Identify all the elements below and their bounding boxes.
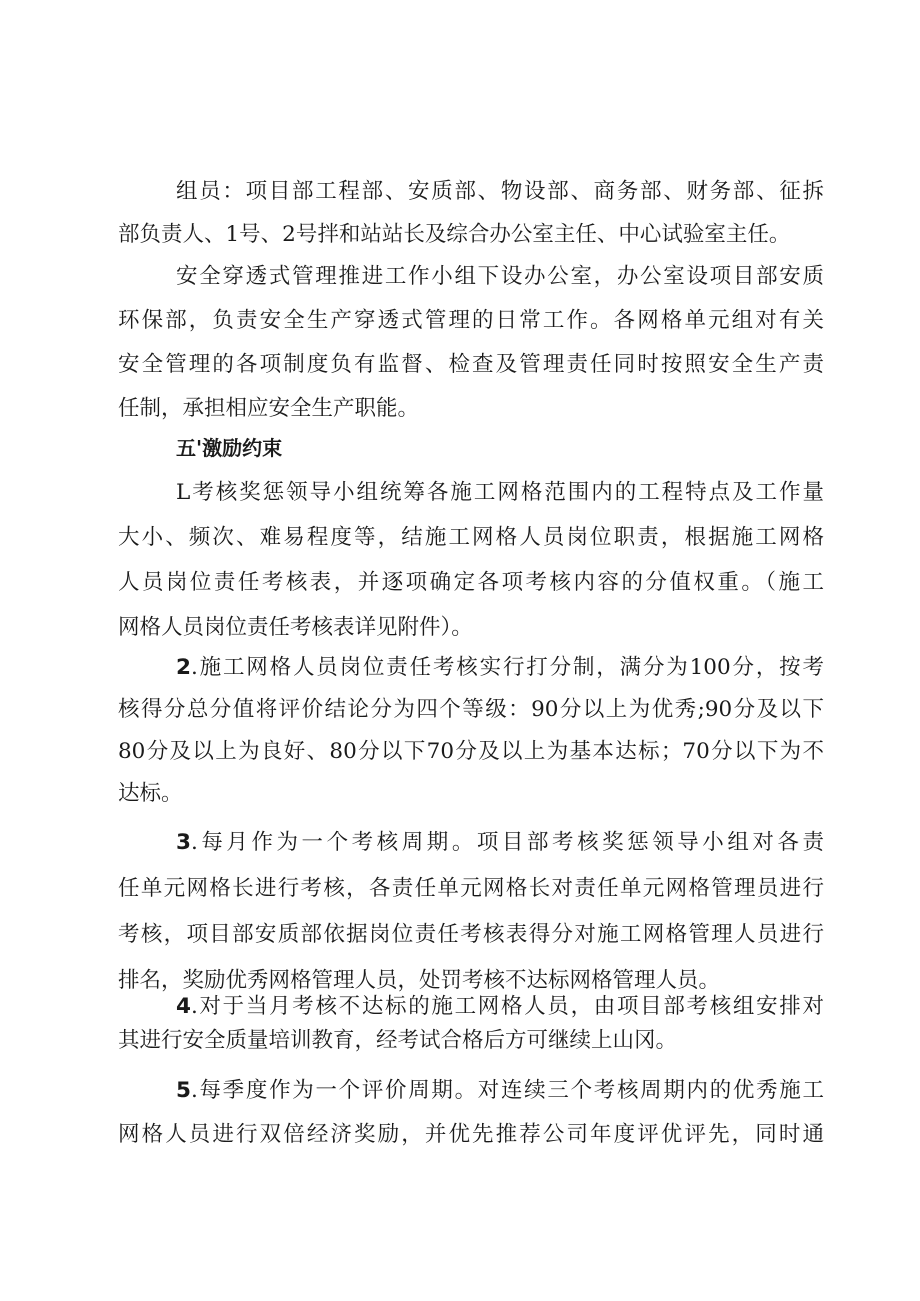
members-paragraph xyxy=(118,170,824,256)
office-paragraph xyxy=(118,255,824,431)
paragraph-line: L考核奖惩领导小组统筹各施工网格范围内的工程特点及工作量 xyxy=(176,480,824,505)
paragraph-line xyxy=(118,647,824,689)
item-text: .对于当月考核不达标的施工网格人员，由项目部考核组安排对 xyxy=(190,994,824,1019)
item-2-paragraph xyxy=(118,647,824,815)
item-text: .每月作为一个考核周期。项目部考核奖惩领导小组对各责 xyxy=(190,830,824,855)
paragraph-line: 网格人员岗位责任考核表详见附件）。 xyxy=(118,615,473,640)
paragraph-line: 达标。 xyxy=(118,781,183,806)
item-number: 2 xyxy=(176,655,191,680)
paragraph-line: 排名，奖励优秀网格管理人员，处罚考核不达标网格管理人员。 xyxy=(118,968,721,993)
item-number: 5 xyxy=(176,1078,191,1103)
item-number: 4 xyxy=(176,994,191,1019)
paragraph-line: 考核，项目部安质部依据岗位责任考核表得分对施工网格管理人员进行 xyxy=(118,922,824,947)
paragraph-line: 安全穿透式管理推进工作小组下设办公室，办公室设项目部安质 xyxy=(176,264,824,289)
section-heading: 五'激励约束 xyxy=(176,436,283,460)
paragraph-line: 网格人员进行双倍经济奖励，并优先推荐公司年度评优评先，同时通 xyxy=(118,1122,824,1147)
paragraph-line: 核得分总分值将评价结论分为四个等级：90分以上为优秀;90分及以下 xyxy=(118,697,824,722)
paragraph-line: 环保部，负责安全生产穿透式管理的日常工作。各网格单元组对有关 xyxy=(118,308,824,333)
paragraph-line: 大小、频次、难易程度等，结施工网格人员岗位职责，根据施工网格 xyxy=(118,525,824,550)
paragraph-line: 任单元网格长进行考核，各责任单元网格长对责任单元网格管理员进行 xyxy=(118,876,824,901)
paragraph-line: 任制，承担相应安全生产职能。 xyxy=(118,396,420,421)
paragraph-line xyxy=(118,820,824,866)
paragraph-line xyxy=(118,1069,824,1113)
paragraph-line: 人员岗位责任考核表，并逐项确定各项考核内容的分值权重。（施工 xyxy=(118,570,824,595)
item-text: .施工网格人员岗位责任考核实行打分制，满分为100分，按考 xyxy=(190,655,824,680)
paragraph-line: 安全管理的各项制度负有监督、检查及管理责任同时按照安全生产责 xyxy=(118,352,824,377)
item-1-paragraph xyxy=(118,470,824,650)
item-3-paragraph xyxy=(118,820,824,1004)
item-text: .每季度作为一个评价周期。对连续三个考核周期内的优秀施工 xyxy=(190,1078,824,1103)
paragraph-line xyxy=(118,990,824,1024)
paragraph-line: 部负责人、1号、2号拌和站站长及综合办公室主任、中心试验室主任。 xyxy=(118,222,791,247)
item-5-paragraph xyxy=(118,1069,824,1157)
item-4-paragraph xyxy=(118,990,824,1058)
paragraph-line: 组员：项目部工程部、安质部、物设部、商务部、财务部、征拆 xyxy=(176,179,824,204)
item-number: 3 xyxy=(176,830,191,855)
paragraph-line: 其进行安全质量培训教育，经考试合格后方可继续上山冈。 xyxy=(118,1028,678,1053)
paragraph-line: 80分及以上为良好、80分以下70分及以上为基本达标；70分以下为不 xyxy=(118,739,824,764)
